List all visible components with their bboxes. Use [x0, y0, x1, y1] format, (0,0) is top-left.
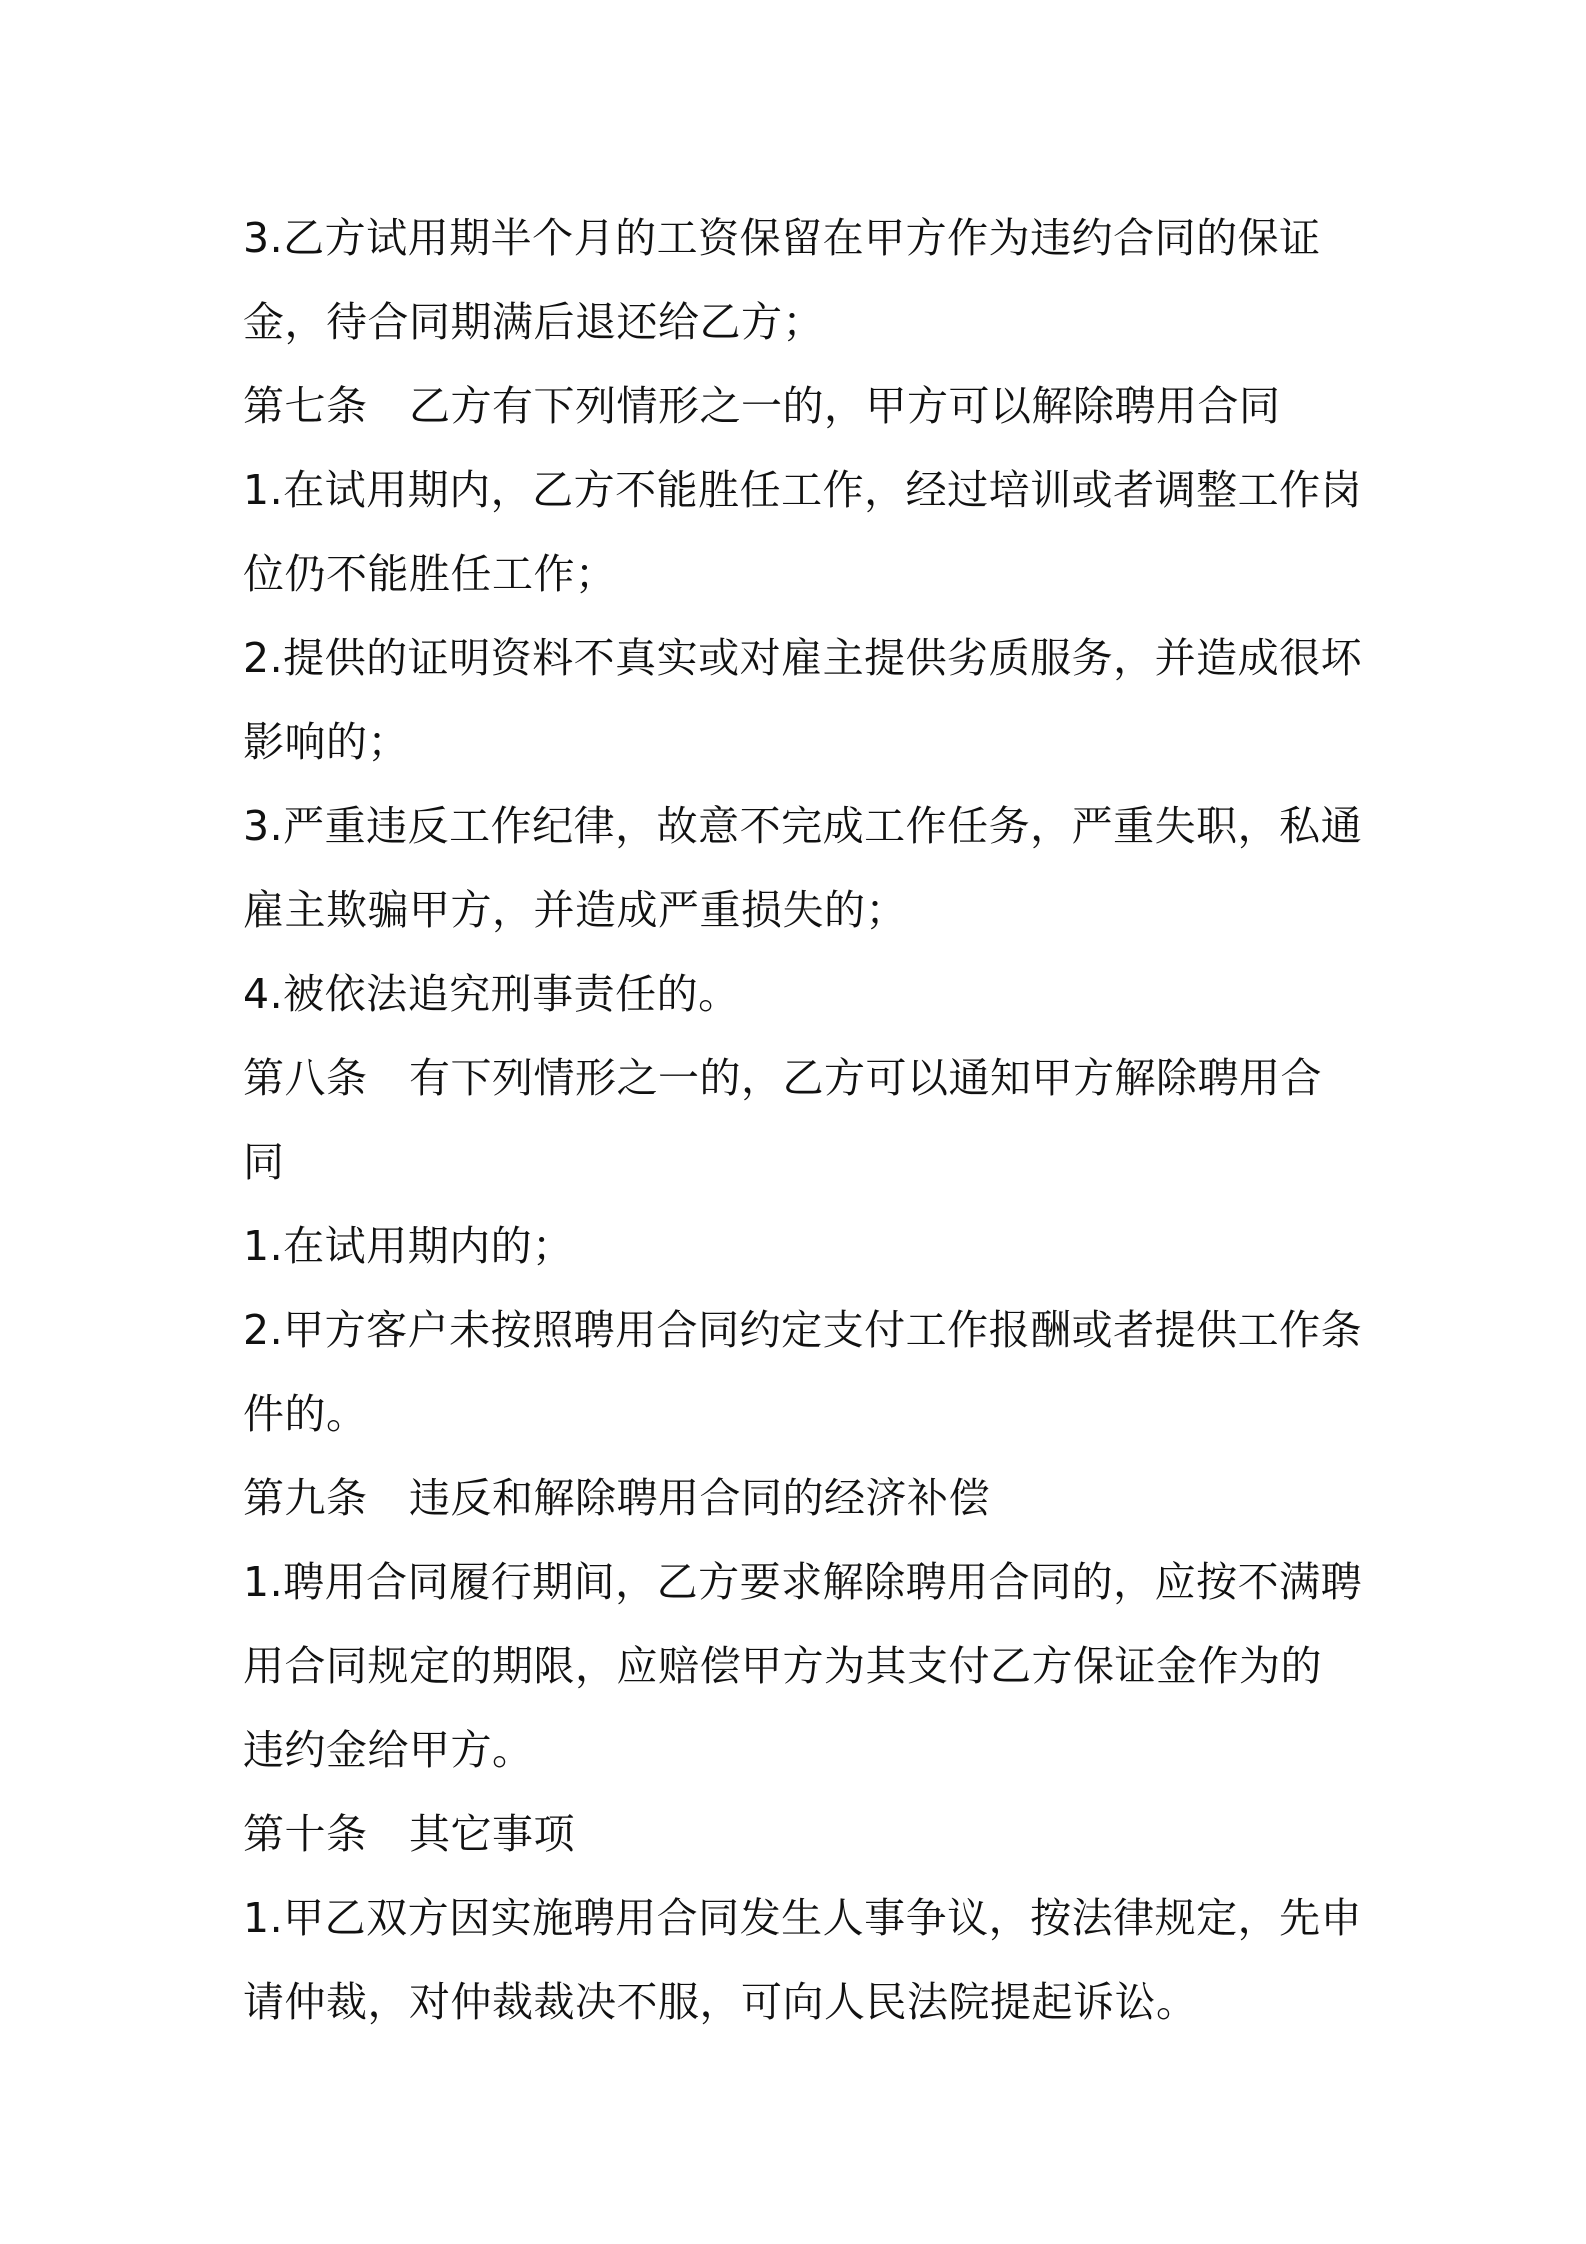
- article-heading: 第八条 有下列情形之一的，乙方可以通知甲方解除聘用合同: [243, 1054, 1322, 1186]
- document-body: [243, 196, 1363, 2044]
- clause-paragraph: 1.在试用期内的；: [243, 1222, 574, 1270]
- clause-paragraph: 1.甲乙双方因实施聘用合同发生人事争议，按法律规定，先申请仲裁，对仲裁裁决不服，可向人民法院提起诉讼。: [243, 1894, 1363, 2026]
- article-heading: 第七条 乙方有下列情形之一的，甲方可以解除聘用合同: [243, 382, 1281, 430]
- clause-paragraph: 1.聘用合同履行期间，乙方要求解除聘用合同的，应按不满聘用合同规定的期限，应赔偿甲方为其支付乙方保证金作为的违约金给甲方。: [243, 1558, 1363, 1774]
- clause-paragraph: 3.严重违反工作纪律，故意不完成工作任务，严重失职，私通雇主欺骗甲方，并造成严重损失的；: [243, 802, 1363, 934]
- article-heading: 第十条 其它事项: [243, 1810, 575, 1858]
- clause-paragraph: 1.在试用期内，乙方不能胜任工作，经过培训或者调整工作岗位仍不能胜任工作；: [243, 466, 1363, 598]
- clause-paragraph: 4.被依法追究刑事责任的。: [243, 970, 740, 1018]
- clause-paragraph: 2.甲方客户未按照聘用合同约定支付工作报酬或者提供工作条件的。: [243, 1306, 1363, 1438]
- clause-paragraph: 2.提供的证明资料不真实或对雇主提供劣质服务，并造成很坏影响的；: [243, 634, 1363, 766]
- clause-paragraph: 3.乙方试用期半个月的工资保留在甲方作为违约合同的保证金，待合同期满后退还给乙方；: [243, 214, 1321, 346]
- article-heading: 第九条 违反和解除聘用合同的经济补偿: [243, 1474, 990, 1522]
